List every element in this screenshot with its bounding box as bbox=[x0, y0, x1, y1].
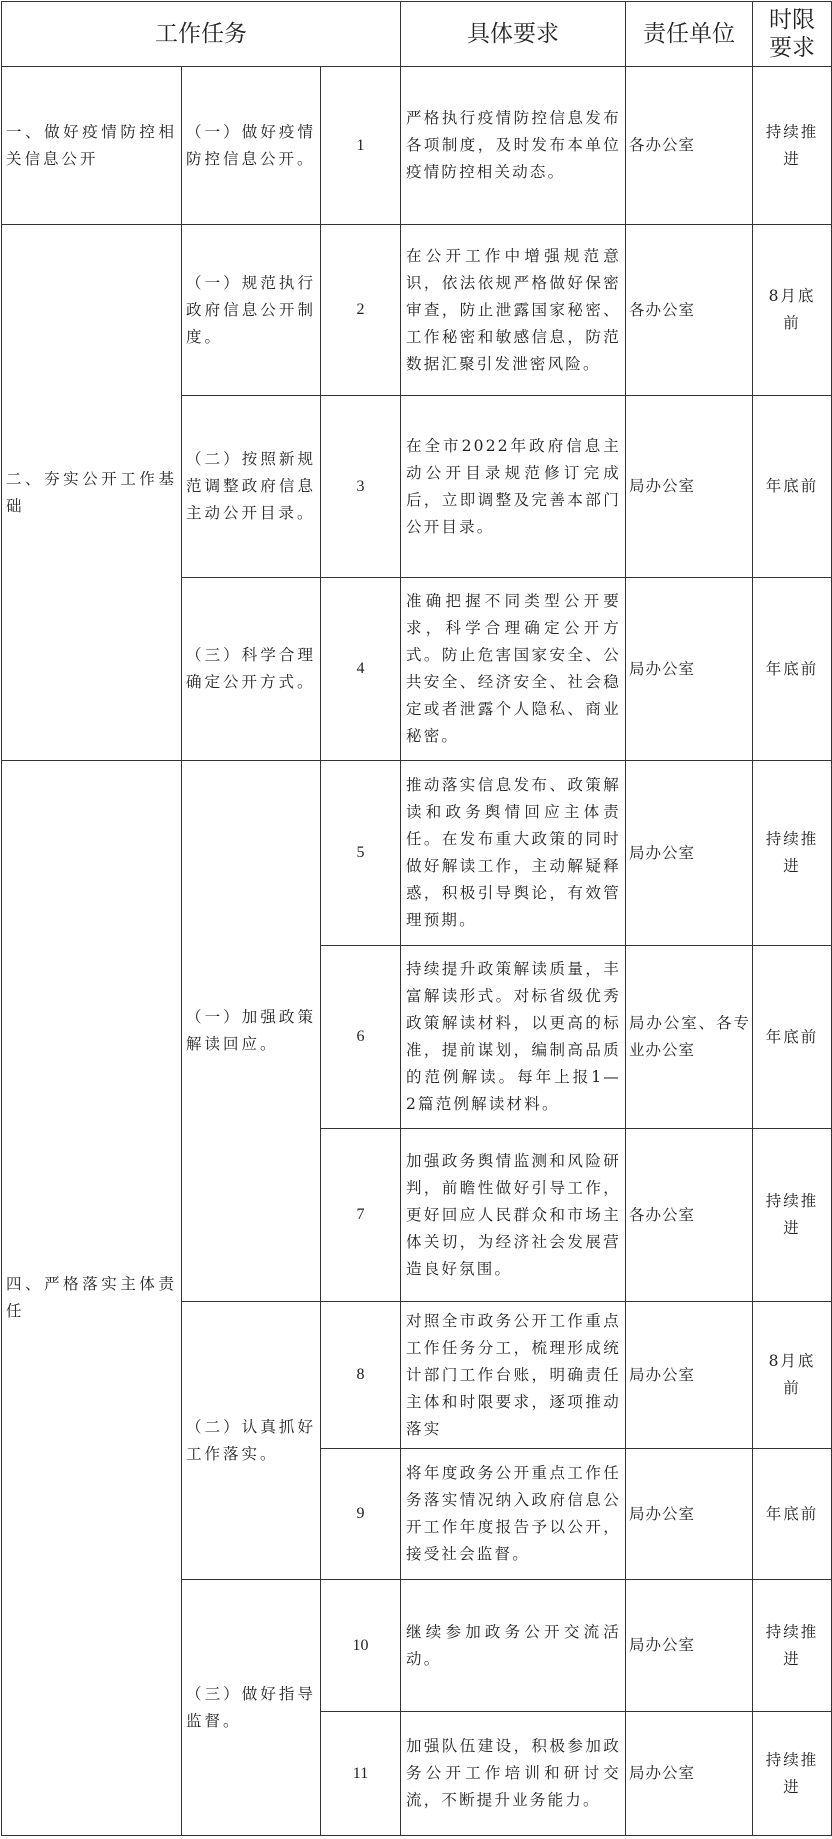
task-level2-4-1: （一）加强政策解读回应。 bbox=[182, 761, 321, 1302]
requirement-cell: 加强队伍建设，积极参加政务公开工作培训和研讨交流，不断提升业务能力。 bbox=[401, 1712, 626, 1836]
deadline-cell: 持续推进 bbox=[753, 1712, 832, 1836]
unit-cell: 局办公室 bbox=[626, 578, 753, 761]
requirement-cell: 推动落实信息发布、政策解读和政务舆情回应主体责任。在发布重大政策的同时做好解读工作，主动解疑释惑，积极引导舆论，有效管理预期。 bbox=[401, 761, 626, 946]
deadline-cell: 持续推进 bbox=[753, 1129, 832, 1302]
unit-cell: 局办公室 bbox=[626, 1449, 753, 1580]
table-row bbox=[2, 67, 832, 225]
row-number: 4 bbox=[321, 578, 401, 761]
row-number: 7 bbox=[321, 1129, 401, 1302]
unit-cell: 各办公室 bbox=[626, 67, 753, 225]
unit-cell: 局办公室 bbox=[626, 1302, 753, 1449]
task-level2-2-3: （三）科学合理确定公开方式。 bbox=[182, 578, 321, 761]
deadline-cell: 持续推进 bbox=[753, 1580, 832, 1712]
row-number: 10 bbox=[321, 1580, 401, 1712]
deadline-cell: 年底前 bbox=[753, 1449, 832, 1580]
table-row bbox=[2, 761, 832, 946]
task-level2-4-2: （二）认真抓好工作落实。 bbox=[182, 1302, 321, 1580]
requirement-cell: 在全市2022年政府信息主动公开目录规范修订完成后，立即调整及完善本部门公开目录。 bbox=[401, 396, 626, 578]
deadline-cell: 持续推进 bbox=[753, 761, 832, 946]
unit-cell: 各办公室 bbox=[626, 225, 753, 396]
requirement-cell: 严格执行疫情防控信息发布各项制度，及时发布本单位疫情防控相关动态。 bbox=[401, 67, 626, 225]
row-number: 2 bbox=[321, 225, 401, 396]
unit-cell: 局办公室 bbox=[626, 761, 753, 946]
header-deadline: 时限 要求 bbox=[753, 2, 832, 67]
row-number: 6 bbox=[321, 946, 401, 1129]
unit-cell: 局办公室 bbox=[626, 1712, 753, 1836]
header-unit: 责任单位 bbox=[626, 2, 753, 67]
requirement-cell: 继续参加政务公开交流活动。 bbox=[401, 1580, 626, 1712]
deadline-cell: 8月底前 bbox=[753, 1302, 832, 1449]
requirement-cell: 持续提升政策解读质量，丰富解读形式。对标省级优秀政策解读材料，以更高的标准，提前谋划，编制高品质的范例解读。每年上报1—2篇范例解读材料。 bbox=[401, 946, 626, 1129]
requirement-cell: 将年度政务公开重点工作任务落实情况纳入政府信息公开工作年度报告予以公开，接受社会监督。 bbox=[401, 1449, 626, 1580]
deadline-cell: 8月底前 bbox=[753, 225, 832, 396]
requirement-cell: 对照全市政务公开工作重点工作任务分工，梳理形成统计部门工作台账，明确责任主体和时限要求，逐项推动落实 bbox=[401, 1302, 626, 1449]
task-level1-1: 一、做好疫情防控相关信息公开 bbox=[2, 67, 182, 225]
task-level2-2-2: （二）按照新规范调整政府信息主动公开目录。 bbox=[182, 396, 321, 578]
row-number: 5 bbox=[321, 761, 401, 946]
row-number: 8 bbox=[321, 1302, 401, 1449]
unit-cell: 局办公室、各专业办公室 bbox=[626, 946, 753, 1129]
requirement-cell: 在公开工作中增强规范意识，依法依规严格做好保密审查，防止泄露国家秘密、工作秘密和敏感信息，防范数据汇聚引发泄密风险。 bbox=[401, 225, 626, 396]
requirement-cell: 加强政务舆情监测和风险研判，前瞻性做好引导工作，更好回应人民群众和市场主体关切，为经济社会发展营造良好氛围。 bbox=[401, 1129, 626, 1302]
task-level2-1-1: （一）做好疫情防控信息公开。 bbox=[182, 67, 321, 225]
deadline-cell: 持续推进 bbox=[753, 67, 832, 225]
requirement-cell: 准确把握不同类型公开要求，科学合理确定公开方式。防止危害国家安全、公共安全、经济安全、社会稳定或者泄露个人隐私、商业秘密。 bbox=[401, 578, 626, 761]
task-level2-4-3: （三）做好指导监督。 bbox=[182, 1580, 321, 1836]
deadline-cell: 年底前 bbox=[753, 396, 832, 578]
unit-cell: 局办公室 bbox=[626, 396, 753, 578]
row-number: 1 bbox=[321, 67, 401, 225]
task-level1-2: 二、夯实公开工作基础 bbox=[2, 225, 182, 761]
header-requirement: 具体要求 bbox=[401, 2, 626, 67]
row-number: 11 bbox=[321, 1712, 401, 1836]
task-level1-4: 四、严格落实主体责任 bbox=[2, 761, 182, 1836]
task-level2-2-1: （一）规范执行政府信息公开制度。 bbox=[182, 225, 321, 396]
header-row bbox=[2, 2, 832, 67]
task-table bbox=[1, 1, 832, 1836]
header-task: 工作任务 bbox=[2, 2, 401, 67]
row-number: 9 bbox=[321, 1449, 401, 1580]
table-row bbox=[2, 225, 832, 396]
row-number: 3 bbox=[321, 396, 401, 578]
deadline-cell: 年底前 bbox=[753, 946, 832, 1129]
deadline-cell: 年底前 bbox=[753, 578, 832, 761]
unit-cell: 各办公室 bbox=[626, 1129, 753, 1302]
unit-cell: 局办公室 bbox=[626, 1580, 753, 1712]
